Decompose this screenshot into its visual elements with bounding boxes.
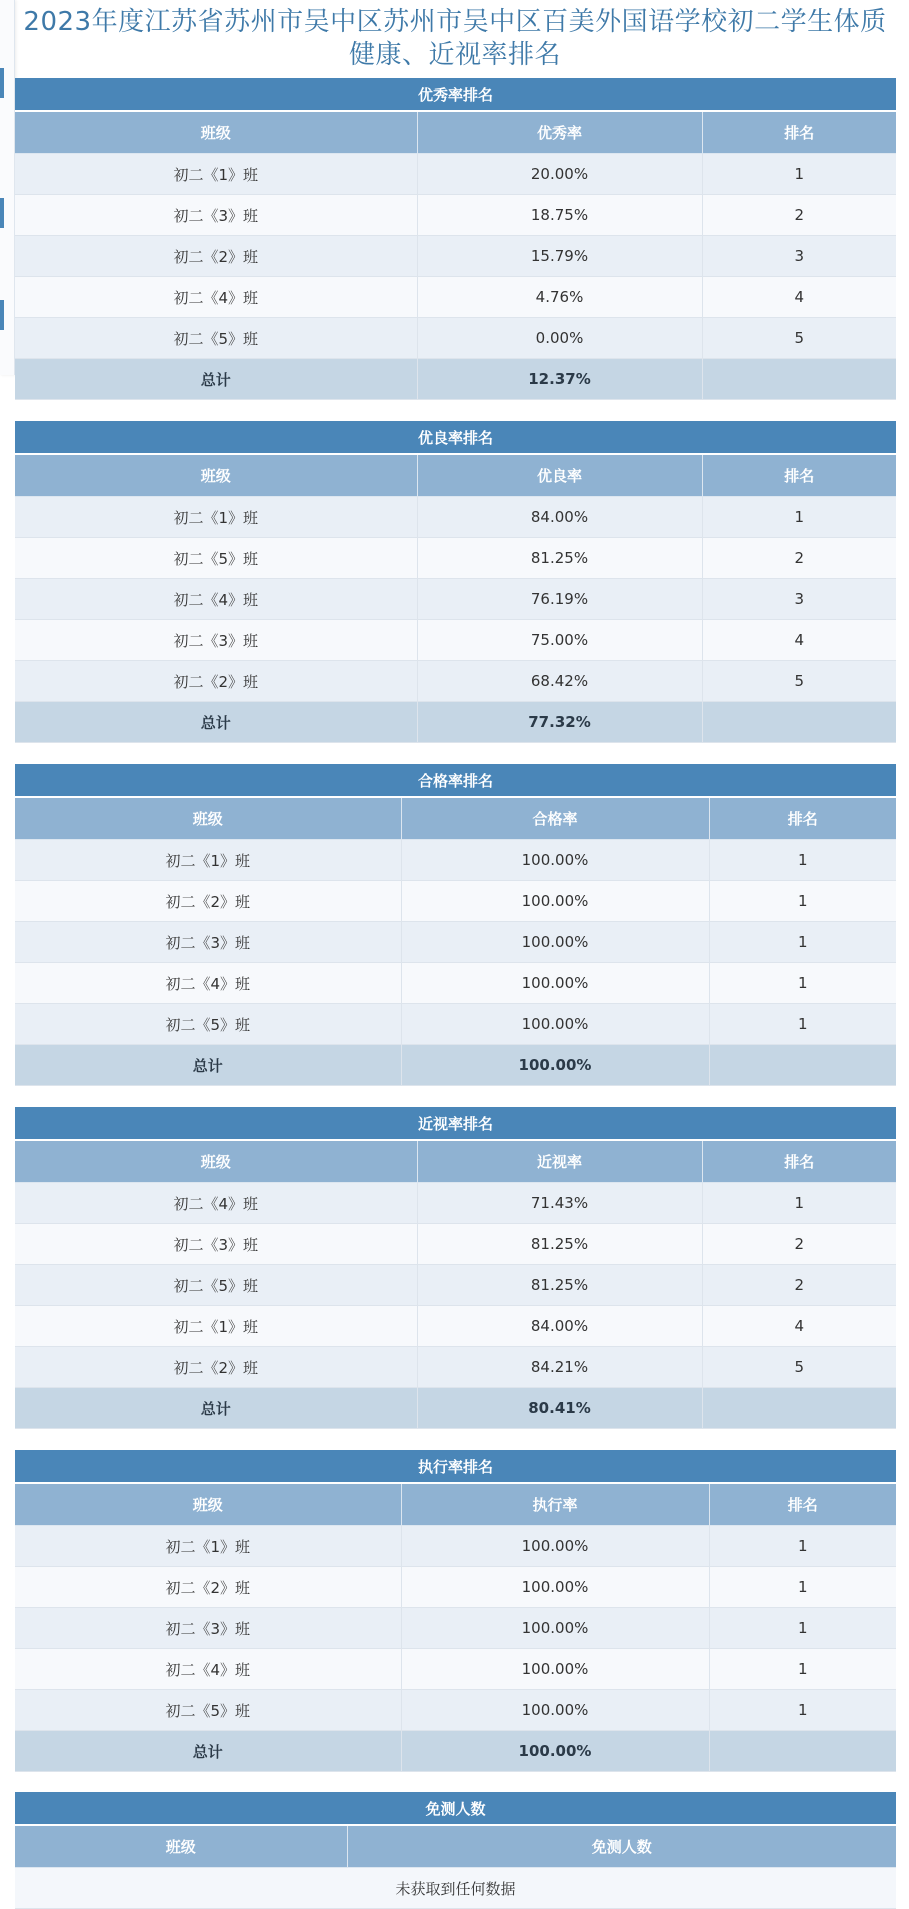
cell-rate: 100.00% — [401, 1567, 709, 1608]
cell-rank: 4 — [702, 277, 896, 318]
cell-rank: 5 — [702, 1347, 896, 1388]
cell-class: 初二《4》班 — [15, 963, 401, 1004]
cell-rank: 1 — [709, 1526, 896, 1567]
ranking-table — [15, 455, 896, 743]
cell-class: 初二《3》班 — [15, 1224, 417, 1265]
column-header-exempt-count[interactable]: 免测人数 — [347, 1826, 896, 1868]
cell-class: 初二《4》班 — [15, 1649, 401, 1690]
cell-class: 初二《4》班 — [15, 579, 417, 620]
table-row — [15, 277, 896, 318]
table-header-row — [15, 1826, 896, 1868]
column-header-rate[interactable]: 优良率 — [417, 455, 702, 497]
cell-rate: 81.25% — [417, 538, 702, 579]
exempt-table — [15, 1826, 896, 1909]
table-header-row — [15, 455, 896, 497]
column-header-rate[interactable]: 合格率 — [401, 798, 709, 840]
section-title: 近视率排名 — [15, 1107, 896, 1141]
section-title: 合格率排名 — [15, 764, 896, 798]
total-rank — [702, 1388, 896, 1429]
cell-rank: 5 — [702, 661, 896, 702]
sidebar-active-marker — [0, 300, 4, 330]
table-row — [15, 318, 896, 359]
total-label: 总计 — [15, 702, 417, 743]
cell-class: 初二《2》班 — [15, 1567, 401, 1608]
cell-rank: 1 — [709, 881, 896, 922]
cell-rate: 81.25% — [417, 1224, 702, 1265]
cell-class: 初二《5》班 — [15, 1265, 417, 1306]
column-header-rate[interactable]: 执行率 — [401, 1484, 709, 1526]
section-title: 执行率排名 — [15, 1450, 896, 1484]
cell-rank: 1 — [709, 840, 896, 881]
left-sidebar-edge — [0, 0, 15, 375]
column-header-rate[interactable]: 优秀率 — [417, 112, 702, 154]
sidebar-active-marker — [0, 198, 4, 228]
ranking-table — [15, 798, 896, 1086]
cell-class: 初二《1》班 — [15, 154, 417, 195]
section-title: 优秀率排名 — [15, 78, 896, 112]
table-row — [15, 1608, 896, 1649]
column-header-class[interactable]: 班级 — [15, 1484, 401, 1526]
cell-rank: 1 — [709, 922, 896, 963]
cell-class: 初二《5》班 — [15, 1004, 401, 1045]
table-row — [15, 922, 896, 963]
cell-rate: 100.00% — [401, 922, 709, 963]
cell-rate: 71.43% — [417, 1183, 702, 1224]
column-header-rank[interactable]: 排名 — [702, 1141, 896, 1183]
total-value: 100.00% — [401, 1045, 709, 1086]
cell-rank: 1 — [709, 1004, 896, 1045]
table-row — [15, 579, 896, 620]
cell-class: 初二《5》班 — [15, 538, 417, 579]
cell-class: 初二《2》班 — [15, 1347, 417, 1388]
cell-rate: 100.00% — [401, 1690, 709, 1731]
cell-class: 初二《3》班 — [15, 195, 417, 236]
ranking-section-good — [15, 421, 896, 743]
total-row — [15, 702, 896, 743]
table-header-row — [15, 798, 896, 840]
total-rank — [702, 359, 896, 400]
ranking-section-execution — [15, 1450, 896, 1772]
total-rank — [709, 1045, 896, 1086]
cell-rate: 100.00% — [401, 1608, 709, 1649]
cell-rate: 100.00% — [401, 840, 709, 881]
section-title: 优良率排名 — [15, 421, 896, 455]
cell-class: 初二《1》班 — [15, 1526, 401, 1567]
page-title: 2023年度江苏省苏州市吴中区苏州市吴中区百美外国语学校初二学生体质健康、近视率排名 — [23, 7, 887, 70]
total-value: 12.37% — [417, 359, 702, 400]
column-header-rank[interactable]: 排名 — [702, 112, 896, 154]
cell-rate: 100.00% — [401, 881, 709, 922]
cell-rate: 84.21% — [417, 1347, 702, 1388]
total-rank — [702, 702, 896, 743]
cell-class: 初二《3》班 — [15, 1608, 401, 1649]
ranking-table — [15, 112, 896, 400]
column-header-class[interactable]: 班级 — [15, 1826, 347, 1868]
ranking-section-pass — [15, 764, 896, 1086]
total-row — [15, 359, 896, 400]
cell-class: 初二《5》班 — [15, 1690, 401, 1731]
total-value: 80.41% — [417, 1388, 702, 1429]
cell-rank: 1 — [709, 1567, 896, 1608]
exempt-count-section — [15, 1792, 896, 1909]
cell-rank: 1 — [702, 497, 896, 538]
table-header-row — [15, 1484, 896, 1526]
cell-rank: 1 — [702, 154, 896, 195]
cell-rank: 1 — [709, 1690, 896, 1731]
total-row — [15, 1045, 896, 1086]
table-row — [15, 1183, 896, 1224]
ranking-table — [15, 1484, 896, 1772]
cell-class: 初二《2》班 — [15, 236, 417, 277]
table-row — [15, 236, 896, 277]
table-row — [15, 1690, 896, 1731]
cell-rank: 1 — [709, 1649, 896, 1690]
cell-rate: 100.00% — [401, 1526, 709, 1567]
table-row — [15, 1004, 896, 1045]
cell-rank: 1 — [702, 1183, 896, 1224]
cell-rate: 75.00% — [417, 620, 702, 661]
table-header-row — [15, 1141, 896, 1183]
ranking-section-excellent — [15, 78, 896, 400]
cell-rate: 84.00% — [417, 1306, 702, 1347]
table-row — [15, 1347, 896, 1388]
cell-rate: 68.42% — [417, 661, 702, 702]
cell-class: 初二《1》班 — [15, 840, 401, 881]
empty-row — [15, 1868, 896, 1909]
table-row — [15, 1224, 896, 1265]
table-row — [15, 497, 896, 538]
ranking-table — [15, 1141, 896, 1429]
cell-rank: 1 — [709, 1608, 896, 1649]
cell-rate: 18.75% — [417, 195, 702, 236]
cell-rate: 81.25% — [417, 1265, 702, 1306]
cell-rate: 100.00% — [401, 1649, 709, 1690]
cell-rate: 76.19% — [417, 579, 702, 620]
column-header-rank[interactable]: 排名 — [709, 1484, 896, 1526]
cell-rank: 4 — [702, 620, 896, 661]
table-row — [15, 538, 896, 579]
total-rank — [709, 1731, 896, 1772]
cell-rate: 84.00% — [417, 497, 702, 538]
column-header-class[interactable]: 班级 — [15, 798, 401, 840]
total-label: 总计 — [15, 359, 417, 400]
cell-class: 初二《2》班 — [15, 881, 401, 922]
section-title: 免测人数 — [15, 1792, 896, 1826]
cell-rank: 3 — [702, 579, 896, 620]
table-row — [15, 195, 896, 236]
table-row — [15, 661, 896, 702]
cell-rank: 2 — [702, 1224, 896, 1265]
column-header-rank[interactable]: 排名 — [702, 455, 896, 497]
table-row — [15, 1567, 896, 1608]
cell-class: 初二《5》班 — [15, 318, 417, 359]
table-row — [15, 1649, 896, 1690]
cell-rate: 20.00% — [417, 154, 702, 195]
cell-rate: 15.79% — [417, 236, 702, 277]
total-row — [15, 1731, 896, 1772]
total-label: 总计 — [15, 1045, 401, 1086]
cell-class: 初二《2》班 — [15, 661, 417, 702]
total-label: 总计 — [15, 1388, 417, 1429]
cell-rank: 5 — [702, 318, 896, 359]
table-row — [15, 1526, 896, 1567]
table-row — [15, 1306, 896, 1347]
cell-class: 初二《1》班 — [15, 497, 417, 538]
table-row — [15, 620, 896, 661]
cell-class: 初二《3》班 — [15, 922, 401, 963]
table-row — [15, 840, 896, 881]
cell-rate: 0.00% — [417, 318, 702, 359]
sidebar-active-marker — [0, 68, 4, 98]
cell-class: 初二《3》班 — [15, 620, 417, 661]
total-value: 100.00% — [401, 1731, 709, 1772]
cell-rate: 4.76% — [417, 277, 702, 318]
cell-rank: 2 — [702, 538, 896, 579]
column-header-rank[interactable]: 排名 — [709, 798, 896, 840]
ranking-section-myopia — [15, 1107, 896, 1429]
column-header-class[interactable]: 班级 — [15, 455, 417, 497]
cell-rate: 100.00% — [401, 1004, 709, 1045]
column-header-class[interactable]: 班级 — [15, 1141, 417, 1183]
total-label: 总计 — [15, 1731, 401, 1772]
cell-rank: 2 — [702, 195, 896, 236]
table-row — [15, 963, 896, 1004]
column-header-class[interactable]: 班级 — [15, 112, 417, 154]
table-row — [15, 881, 896, 922]
cell-rate: 100.00% — [401, 963, 709, 1004]
empty-message: 未获取到任何数据 — [15, 1868, 896, 1909]
table-row — [15, 154, 896, 195]
total-value: 77.32% — [417, 702, 702, 743]
cell-class: 初二《1》班 — [15, 1306, 417, 1347]
table-header-row — [15, 112, 896, 154]
cell-rank: 1 — [709, 963, 896, 1004]
table-row — [15, 1265, 896, 1306]
cell-rank: 4 — [702, 1306, 896, 1347]
cell-class: 初二《4》班 — [15, 1183, 417, 1224]
column-header-rate[interactable]: 近视率 — [417, 1141, 702, 1183]
cell-class: 初二《4》班 — [15, 277, 417, 318]
total-row — [15, 1388, 896, 1429]
cell-rank: 3 — [702, 236, 896, 277]
cell-rank: 2 — [702, 1265, 896, 1306]
